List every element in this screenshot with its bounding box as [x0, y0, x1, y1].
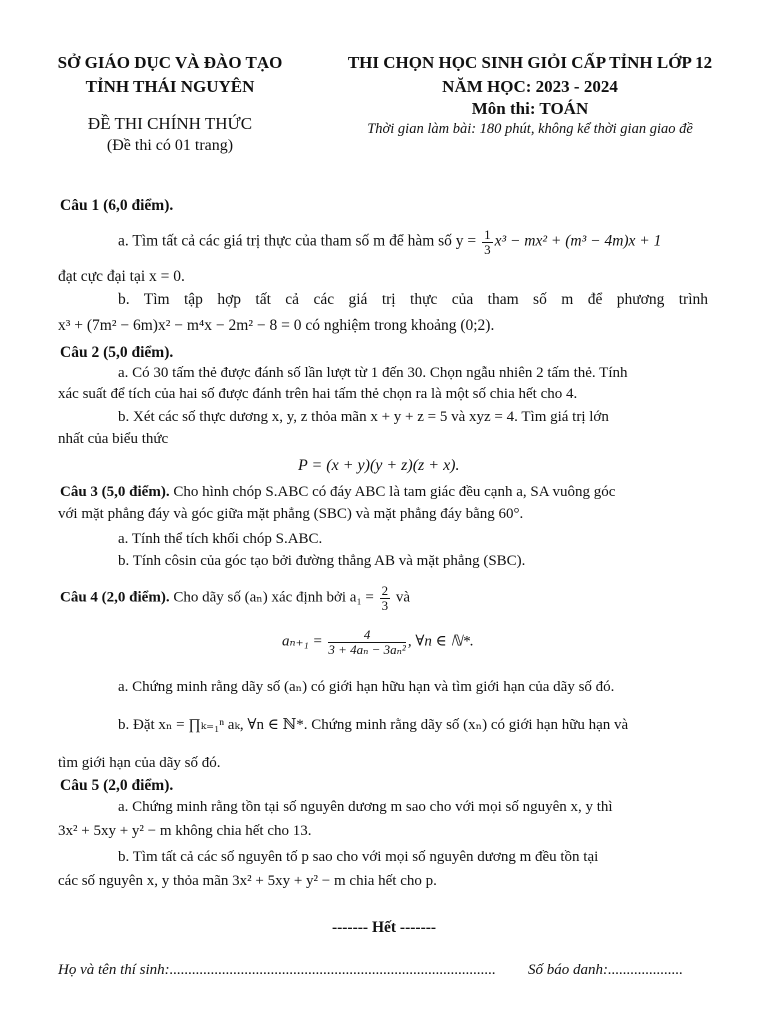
q3-line2: với mặt phẳng đáy và góc giữa mặt phẳng (SBC) và mặt phẳng đáy bằng 60°.	[58, 506, 524, 522]
q1-title: Câu 1 (6,0 điểm).	[60, 197, 174, 214]
q4-recurrence-fraction: $\frac{4}{\text{3 + 4aₙ − 3aₙ²}}$	[328, 627, 406, 657]
q1-a-continuation: đạt cực đại tại x = 0.	[58, 268, 185, 285]
time-limit: Thời gian làm bài: 180 phút, không kể thời gian giao đề	[367, 121, 693, 137]
q5-title: Câu 5 (2,0 điểm).	[60, 777, 174, 794]
q1-part-a	[118, 228, 661, 256]
q3-part-b: b. Tính côsin của góc tạo bởi đường thẳng AB và mặt phẳng (SBC).	[118, 553, 526, 569]
q5-b-line1: b. Tìm tất cả các số nguyên tố p sao cho với mọi số nguyên dương m đều tồn tại	[118, 849, 599, 865]
q1-part-b: b. Tìm tập hợp tất cả các giá trị thực của tham số m để phương trình	[118, 291, 708, 308]
q5-b-line2: các số nguyên x, y thỏa mãn 3x² + 5xy + y² − m chia hết cho p.	[58, 873, 437, 889]
q1-a-fraction: $\frac{1}{3}$	[484, 227, 491, 257]
exam-title: THI CHỌN HỌC SINH GIỎI CẤP TỈNH LỚP 12	[347, 53, 713, 72]
candidate-name-field: Họ và tên thí sinh:.......................................................................................	[58, 962, 496, 978]
page-count-note: (Đề thi có 01 trang)	[106, 137, 234, 154]
q4-part-a: a. Chứng minh rằng dãy số (aₙ) có giới hạn hữu hạn và tìm giới hạn của dãy số đó.	[118, 679, 615, 695]
q2-a-line2: xác suất để tích của hai số được đánh trên hai tấm thẻ chọn ra là một số chia hết cho 4.	[58, 386, 578, 402]
q5-a-line1: a. Chứng minh rằng tồn tại số nguyên dương m sao cho với mọi số nguyên x, y thì	[118, 799, 613, 815]
q4-intro-text: Cho dãy số (aₙ) xác định bởi a₁ =	[169, 589, 378, 606]
q2-b-line2: nhất của biểu thức	[58, 431, 169, 447]
subject: Môn thi: TOÁN	[471, 99, 589, 118]
q3-title: Câu 3 (5,0 điểm).	[60, 484, 170, 500]
province-name: TỈNH THÁI NGUYÊN	[85, 77, 255, 96]
q2-title: Câu 2 (5,0 điểm).	[60, 344, 174, 361]
q3-line1: Cho hình chóp S.ABC có đáy ABC là tam giác đều cạnh a, SA vuông góc	[169, 484, 616, 500]
q4-a1-fraction: $\frac{2}{3}$	[381, 583, 389, 613]
q4-title: Câu 4 (2,0 điểm).	[60, 589, 170, 606]
candidate-number-field: Số báo danh:....................	[528, 962, 683, 978]
q5-a-line2: 3x² + 5xy + y² − m không chia hết cho 13.	[58, 823, 312, 839]
q1-b-equation: x³ + (7m² − 6m)x² − m⁴x − 2m² − 8 = 0 có nghiệm trong khoảng (0;2).	[58, 317, 495, 334]
school-year: NĂM HỌC: 2023 - 2024	[442, 77, 618, 96]
department-name: SỞ GIÁO DỤC VÀ ĐÀO TẠO	[57, 53, 283, 72]
q1-a-text: a. Tìm tất cả các giá trị thực của tham số m để hàm số y =	[118, 232, 481, 250]
q2-formula: P = (x + y)(y + z)(z + x).	[298, 457, 460, 474]
q2-a-line1: a. Có 30 tấm thẻ được đánh số lần lượt từ 1 đến 30. Chọn ngẫu nhiên 2 tấm thẻ. Tính	[118, 365, 628, 381]
end-marker: ------- Hết -------	[331, 919, 437, 936]
official-exam-label: ĐỀ THI CHÍNH THỨC	[87, 114, 253, 133]
q4-recurrence: aₙ₊₁ = $\frac{4}{\text{3 + 4aₙ − 3aₙ²}}$ , ∀n ∈ ℕ*.	[282, 627, 474, 657]
q2-b-line1: b. Xét các số thực dương x, y, z thỏa mãn x + y + z = 5 và xyz = 4. Tìm giá trị lớn	[118, 409, 609, 425]
q4-part-b-line2: tìm giới hạn của dãy số đó.	[58, 755, 221, 771]
q4-intro: Câu 4 (2,0 điểm). Cho dãy số (aₙ) xác định bởi a₁ = $\frac{2}{3}$ và	[60, 583, 411, 613]
q3-intro	[60, 483, 615, 503]
q3-part-a: a. Tính thể tích khối chóp S.ABC.	[118, 531, 323, 547]
q1-a-formula: x³ − mx² + (m³ − 4m)x + 1	[494, 232, 662, 250]
q4-part-b-line1: b. Đặt xₙ = ∏ₖ₌₁ⁿ aₖ, ∀n ∈ ℕ*. Chứng minh rằng dãy số (xₙ) có giới hạn hữu hạn và	[118, 717, 629, 733]
